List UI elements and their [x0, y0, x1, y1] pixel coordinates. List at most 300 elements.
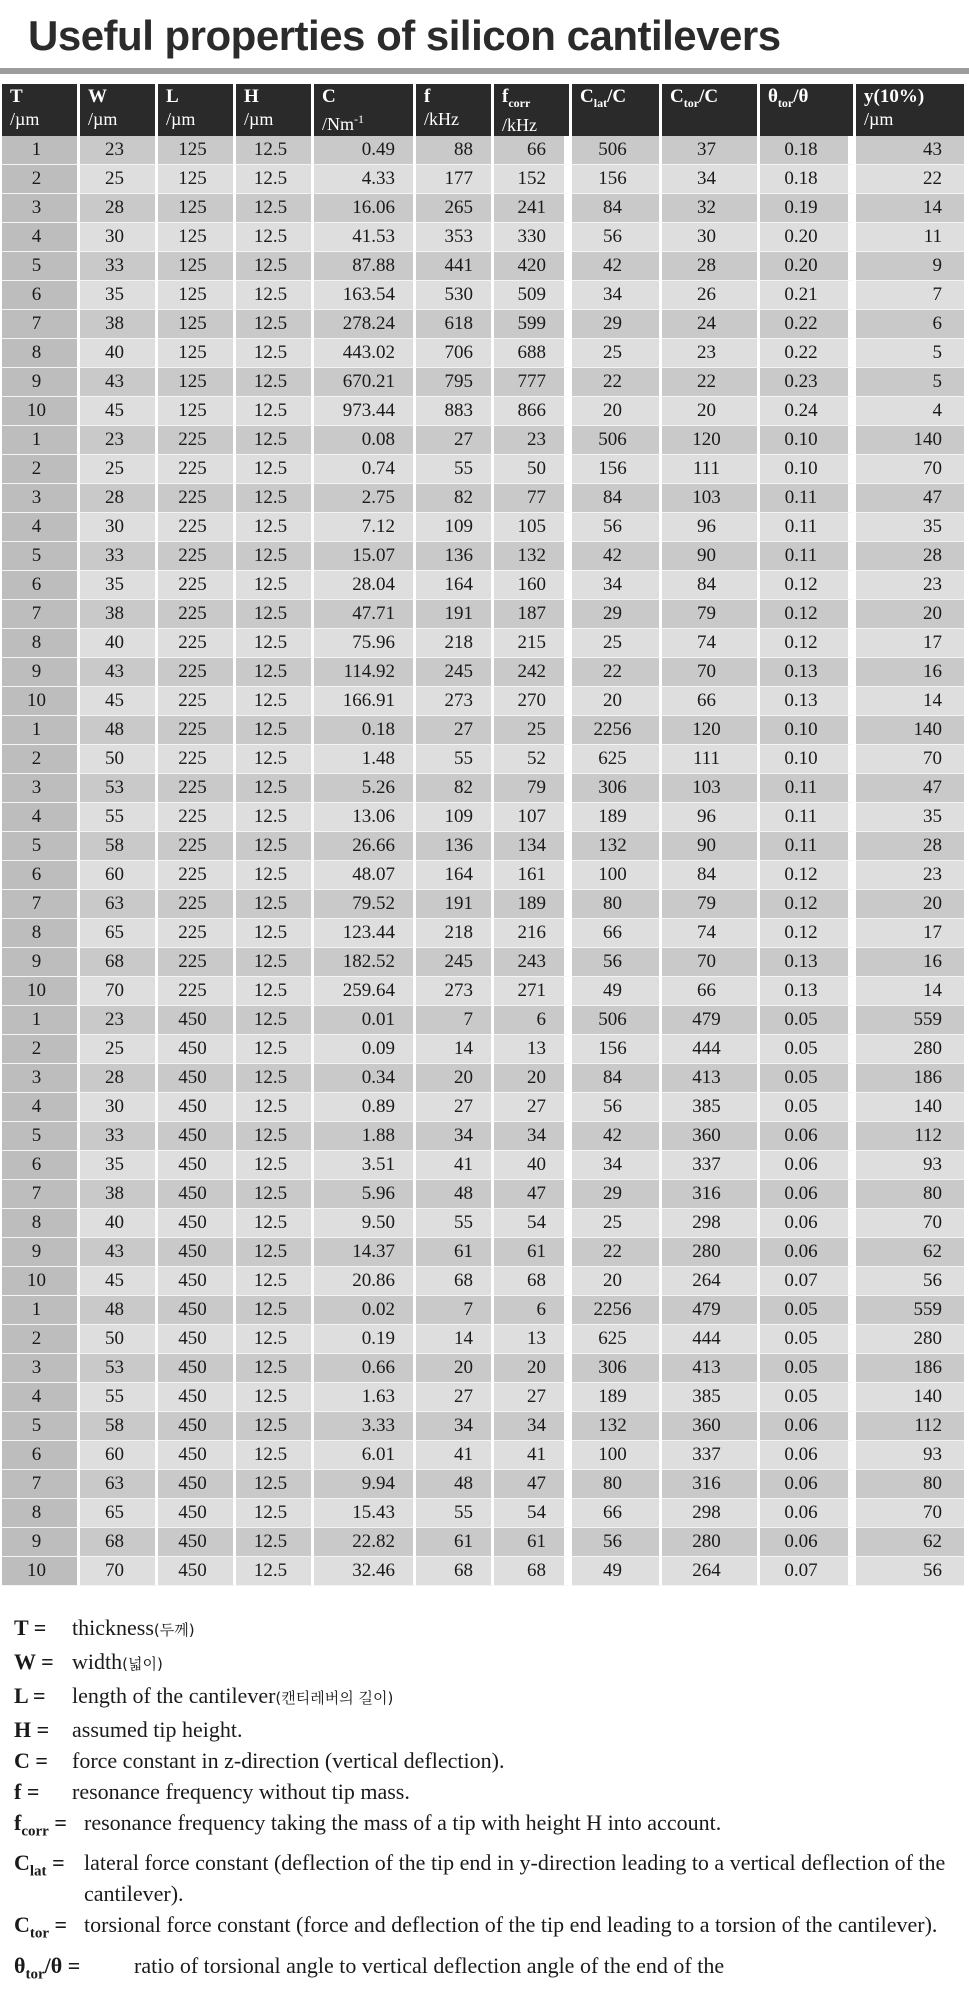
table-cell: 163.54: [314, 281, 416, 310]
table-cell: 40: [494, 1151, 572, 1180]
table-cell: 12.5: [236, 890, 314, 919]
table-cell: 12.5: [236, 1122, 314, 1151]
table-cell: 12.5: [236, 310, 314, 339]
table-cell: 55: [416, 745, 494, 774]
table-cell: 337: [662, 1441, 760, 1470]
table-cell: 22: [572, 1238, 662, 1267]
column-header-sub: corr: [508, 95, 531, 110]
table-cell: 32: [662, 194, 760, 223]
table-cell: 12.5: [236, 1180, 314, 1209]
table-cell: 559: [856, 1296, 964, 1325]
table-row: [2, 832, 964, 861]
table-cell: 160: [494, 571, 572, 600]
table-row: [2, 310, 964, 339]
table-row: [2, 948, 964, 977]
table-cell: 58: [80, 832, 158, 861]
table-cell: 450: [158, 1383, 236, 1412]
table-cell: 0.13: [760, 658, 856, 687]
table-cell: 450: [158, 1296, 236, 1325]
table-cell: 25: [494, 716, 572, 745]
table-cell: 245: [416, 948, 494, 977]
table-cell: 27: [416, 1093, 494, 1122]
legend-symbol: [14, 1646, 72, 1680]
table-cell: 3: [2, 774, 80, 803]
table-cell: 0.34: [314, 1064, 416, 1093]
column-header-name: f: [502, 86, 509, 107]
table-cell: 164: [416, 861, 494, 890]
table-cell: 77: [494, 484, 572, 513]
table-cell: 7: [2, 600, 80, 629]
table-cell: 28: [80, 194, 158, 223]
table-cell: 103: [662, 484, 760, 513]
table-cell: 225: [158, 600, 236, 629]
table-cell: 20: [494, 1064, 572, 1093]
column-header-unit: [166, 108, 229, 130]
table-cell: 96: [662, 803, 760, 832]
table-body: [2, 136, 964, 1586]
column-header-unit: [864, 108, 960, 130]
table-cell: 70: [856, 455, 964, 484]
table-cell: 68: [80, 1528, 158, 1557]
table-cell: 10: [2, 397, 80, 426]
table-cell: 40: [80, 629, 158, 658]
table-cell: 306: [572, 1354, 662, 1383]
column-header-name: W: [88, 86, 107, 107]
column-header: [760, 84, 856, 136]
table-cell: 12.5: [236, 977, 314, 1006]
table-cell: 22: [572, 368, 662, 397]
table-cell: 12.5: [236, 1064, 314, 1093]
table-cell: 795: [416, 368, 494, 397]
table-cell: 27: [494, 1093, 572, 1122]
table-cell: 55: [80, 1383, 158, 1412]
legend-item: [14, 1909, 969, 1949]
table-cell: 866: [494, 397, 572, 426]
column-header-name: θ: [768, 86, 778, 107]
table-cell: 27: [416, 716, 494, 745]
table-cell: 12.5: [236, 745, 314, 774]
table-cell: 27: [416, 426, 494, 455]
table-cell: 13.06: [314, 803, 416, 832]
legend-equals: =: [27, 1683, 46, 1708]
table-cell: 112: [856, 1122, 964, 1151]
table-cell: 450: [158, 1528, 236, 1557]
table-cell: 530: [416, 281, 494, 310]
table-cell: 0.18: [760, 136, 856, 165]
table-cell: 34: [494, 1122, 572, 1151]
table-cell: 61: [416, 1528, 494, 1557]
column-header-unit-text: /µm: [88, 109, 118, 129]
table-cell: 706: [416, 339, 494, 368]
table-cell: 56: [856, 1267, 964, 1296]
table-cell: 74: [662, 919, 760, 948]
table-cell: 20: [416, 1354, 494, 1383]
table-cell: 225: [158, 832, 236, 861]
legend-symbol-sub: tor: [25, 1966, 45, 1983]
legend-equals: =: [31, 1717, 50, 1742]
table-cell: 34: [416, 1122, 494, 1151]
table-cell: 12.5: [236, 136, 314, 165]
table-cell: 259.64: [314, 977, 416, 1006]
column-header-unit-text: /Nm: [322, 114, 355, 134]
page-title: Useful properties of silicon cantilevers: [28, 12, 781, 59]
table-cell: 17: [856, 919, 964, 948]
table-cell: 450: [158, 1325, 236, 1354]
table-cell: 298: [662, 1499, 760, 1528]
table-cell: 56: [856, 1557, 964, 1586]
table-row: [2, 1209, 964, 1238]
table-cell: 12.5: [236, 861, 314, 890]
legend-text: [72, 1680, 969, 1714]
table-cell: 60: [80, 1441, 158, 1470]
table-row: [2, 1151, 964, 1180]
table-cell: 9: [856, 252, 964, 281]
table-cell: 30: [80, 513, 158, 542]
table-cell: 12.5: [236, 281, 314, 310]
table-row: [2, 1035, 964, 1064]
table-cell: 100: [572, 1441, 662, 1470]
table-cell: 55: [416, 455, 494, 484]
table-cell: 225: [158, 658, 236, 687]
table-cell: 0.05: [760, 1383, 856, 1412]
legend-definition: thickness: [72, 1615, 154, 1640]
table-cell: 271: [494, 977, 572, 1006]
column-header-unit: [10, 108, 73, 130]
table-cell: 132: [572, 832, 662, 861]
table-cell: 75.96: [314, 629, 416, 658]
table-cell: 20: [572, 397, 662, 426]
table-cell: 7: [416, 1296, 494, 1325]
table-cell: 509: [494, 281, 572, 310]
table-cell: 12.5: [236, 803, 314, 832]
table-cell: 23: [662, 339, 760, 368]
table-cell: 28: [662, 252, 760, 281]
table-cell: 66: [494, 136, 572, 165]
table-cell: 79.52: [314, 890, 416, 919]
table-cell: 189: [572, 803, 662, 832]
table-cell: 125: [158, 368, 236, 397]
table-cell: 22: [662, 368, 760, 397]
column-header-name: T: [10, 86, 23, 107]
table-cell: 0.49: [314, 136, 416, 165]
table-cell: 107: [494, 803, 572, 832]
table-cell: 23: [856, 861, 964, 890]
table-cell: 40: [80, 339, 158, 368]
table-row: [2, 600, 964, 629]
table-cell: 47: [494, 1470, 572, 1499]
table-cell: 80: [572, 890, 662, 919]
table-cell: 43: [856, 136, 964, 165]
column-header-ratio: /C: [699, 86, 719, 107]
table-cell: 450: [158, 1122, 236, 1151]
column-header: [494, 84, 572, 136]
table-cell: 80: [856, 1470, 964, 1499]
table-cell: 30: [80, 223, 158, 252]
table-cell: 7: [856, 281, 964, 310]
legend-symbol: [14, 1612, 72, 1646]
table-cell: 225: [158, 948, 236, 977]
table-cell: 9: [2, 1238, 80, 1267]
legend-symbol-main: f: [14, 1779, 22, 1804]
table-cell: 444: [662, 1325, 760, 1354]
table-cell: 443.02: [314, 339, 416, 368]
table-cell: 0.13: [760, 977, 856, 1006]
table-cell: 0.05: [760, 1093, 856, 1122]
legend-symbol: [14, 1680, 72, 1714]
table-cell: 2: [2, 745, 80, 774]
table-row: [2, 252, 964, 281]
column-header-name: C: [580, 86, 594, 107]
table-row: [2, 1470, 964, 1499]
table-cell: 12.5: [236, 542, 314, 571]
table-cell: 112: [856, 1412, 964, 1441]
table-cell: 7: [2, 1470, 80, 1499]
table-cell: 132: [494, 542, 572, 571]
table-cell: 5: [2, 542, 80, 571]
table-cell: 68: [416, 1267, 494, 1296]
table-cell: 241: [494, 194, 572, 223]
table-cell: 0.12: [760, 571, 856, 600]
table-cell: 12.5: [236, 1354, 314, 1383]
table-cell: 54: [494, 1209, 572, 1238]
table-cell: 3.33: [314, 1412, 416, 1441]
table-cell: 450: [158, 1354, 236, 1383]
table-cell: 0.06: [760, 1209, 856, 1238]
table-cell: 125: [158, 310, 236, 339]
legend-symbol-main: f: [14, 1810, 22, 1835]
table-cell: 8: [2, 339, 80, 368]
table-row: [2, 368, 964, 397]
column-header: [856, 84, 964, 136]
table-cell: 450: [158, 1093, 236, 1122]
table-cell: 56: [572, 223, 662, 252]
table-cell: 450: [158, 1006, 236, 1035]
table-cell: 125: [158, 281, 236, 310]
table-cell: 28: [856, 832, 964, 861]
table-cell: 6: [2, 571, 80, 600]
table-cell: 1: [2, 426, 80, 455]
legend-symbol-main: θ: [14, 1952, 26, 1978]
column-header-unit-text: /µm: [864, 109, 894, 129]
table-cell: 3: [2, 194, 80, 223]
table-cell: 625: [572, 745, 662, 774]
table-row: [2, 1006, 964, 1035]
table-cell: 0.21: [760, 281, 856, 310]
table-cell: 777: [494, 368, 572, 397]
table-cell: 264: [662, 1557, 760, 1586]
table-cell: 12.5: [236, 223, 314, 252]
table-cell: 84: [572, 1064, 662, 1093]
legend-definition: length of the cantilever: [72, 1683, 276, 1708]
table-row: [2, 339, 964, 368]
table-cell: 10: [2, 1267, 80, 1296]
table-cell: 105: [494, 513, 572, 542]
table-cell: 337: [662, 1151, 760, 1180]
table-cell: 90: [662, 832, 760, 861]
table-cell: 12.5: [236, 455, 314, 484]
table-row: [2, 1528, 964, 1557]
table-cell: 166.91: [314, 687, 416, 716]
table-cell: 0.66: [314, 1354, 416, 1383]
table-cell: 43: [80, 368, 158, 397]
table-cell: 65: [80, 1499, 158, 1528]
table-cell: 61: [416, 1238, 494, 1267]
table-cell: 0.12: [760, 919, 856, 948]
table-row: [2, 1180, 964, 1209]
table-cell: 56: [572, 948, 662, 977]
table-cell: 225: [158, 484, 236, 513]
legend-equals: =: [29, 1748, 48, 1773]
table-row: [2, 1383, 964, 1412]
table-cell: 1.88: [314, 1122, 416, 1151]
table-cell: 506: [572, 426, 662, 455]
legend-item: [14, 1745, 969, 1776]
column-header-ratio: /θ: [793, 86, 809, 107]
legend-definition: torsional force constant (force and deflection of the tip end leading to a torsion of the cantilever).: [84, 1912, 938, 1938]
table-cell: 0.11: [760, 832, 856, 861]
column-header-name: C: [670, 86, 684, 107]
properties-sheet: [0, 84, 969, 1586]
legend-equals: =: [35, 1649, 54, 1674]
column-header: [314, 84, 416, 136]
table-cell: 55: [80, 803, 158, 832]
table-cell: 6: [2, 1151, 80, 1180]
table-cell: 9.50: [314, 1209, 416, 1238]
table-cell: 450: [158, 1238, 236, 1267]
table-cell: 225: [158, 977, 236, 1006]
legend-item: [14, 1950, 969, 1990]
table-row: [2, 861, 964, 890]
legend-definition: force constant in z-direction (vertical deflection).: [72, 1748, 505, 1773]
table-cell: 0.74: [314, 455, 416, 484]
table-cell: 28: [80, 1064, 158, 1093]
table-cell: 35: [856, 513, 964, 542]
table-cell: 30: [662, 223, 760, 252]
table-cell: 12.5: [236, 1441, 314, 1470]
column-header: [236, 84, 314, 136]
table-cell: 0.22: [760, 339, 856, 368]
legend-item: [14, 1680, 969, 1714]
table-cell: 186: [856, 1354, 964, 1383]
table-cell: 125: [158, 136, 236, 165]
table-cell: 225: [158, 716, 236, 745]
table-cell: 123.44: [314, 919, 416, 948]
table-cell: 670.21: [314, 368, 416, 397]
table-cell: 0.19: [314, 1325, 416, 1354]
legend-symbol: [14, 1950, 134, 1990]
legend-item: [14, 1714, 969, 1745]
table-cell: 140: [856, 426, 964, 455]
table-cell: 20: [856, 600, 964, 629]
table-cell: 25: [80, 1035, 158, 1064]
table-cell: 25: [80, 165, 158, 194]
table-cell: 23: [856, 571, 964, 600]
table-cell: 66: [572, 1499, 662, 1528]
table-cell: 37: [662, 136, 760, 165]
table-cell: 245: [416, 658, 494, 687]
legend-text: [72, 1745, 969, 1776]
table-cell: 35: [80, 571, 158, 600]
table-cell: 0.12: [760, 861, 856, 890]
table-row: [2, 223, 964, 252]
table-cell: 559: [856, 1006, 964, 1035]
legend-symbol-sub: lat: [29, 1863, 47, 1880]
table-cell: 450: [158, 1035, 236, 1064]
table-row: [2, 977, 964, 1006]
table-cell: 156: [572, 165, 662, 194]
table-cell: 225: [158, 745, 236, 774]
table-cell: 9: [2, 368, 80, 397]
table-cell: 0.06: [760, 1470, 856, 1499]
table-cell: 5.96: [314, 1180, 416, 1209]
table-cell: 12.5: [236, 1093, 314, 1122]
table-cell: 3: [2, 1354, 80, 1383]
table-header-row: [2, 84, 964, 136]
table-cell: 0.06: [760, 1151, 856, 1180]
table-cell: 225: [158, 455, 236, 484]
table-cell: 14: [856, 687, 964, 716]
table-cell: 6: [2, 861, 80, 890]
table-row: [2, 745, 964, 774]
table-cell: 103: [662, 774, 760, 803]
table-row: [2, 1238, 964, 1267]
table-cell: 12.5: [236, 629, 314, 658]
legend-symbol-main: C: [14, 1850, 30, 1876]
table-cell: 450: [158, 1209, 236, 1238]
table-cell: 0.18: [314, 716, 416, 745]
table-cell: 23: [80, 426, 158, 455]
table-cell: 42: [572, 252, 662, 281]
table-cell: 450: [158, 1441, 236, 1470]
table-cell: 12.5: [236, 1528, 314, 1557]
table-cell: 125: [158, 339, 236, 368]
table-cell: 109: [416, 513, 494, 542]
table-cell: 8: [2, 1209, 80, 1238]
legend-symbol: [14, 1807, 84, 1847]
legend-text: [72, 1776, 969, 1807]
table-cell: 25: [572, 629, 662, 658]
column-header-name: L: [166, 86, 179, 107]
table-cell: 5: [2, 1122, 80, 1151]
table-cell: 136: [416, 832, 494, 861]
table-cell: 0.19: [760, 194, 856, 223]
table-cell: 2: [2, 165, 80, 194]
table-row: [2, 136, 964, 165]
table-cell: 0.06: [760, 1441, 856, 1470]
table-cell: 688: [494, 339, 572, 368]
table-cell: 84: [572, 484, 662, 513]
table-cell: 24: [662, 310, 760, 339]
legend-text: [72, 1714, 969, 1745]
table-cell: 0.13: [760, 687, 856, 716]
legend-item: [14, 1612, 969, 1646]
table-cell: 225: [158, 803, 236, 832]
table-cell: 20: [572, 1267, 662, 1296]
table-cell: 479: [662, 1296, 760, 1325]
table-cell: 225: [158, 571, 236, 600]
table-row: [2, 629, 964, 658]
table-cell: 32.46: [314, 1557, 416, 1586]
table-row: [2, 542, 964, 571]
table-cell: 27: [416, 1383, 494, 1412]
legend-definition: assumed tip height.: [72, 1717, 243, 1742]
column-header-name: f: [424, 86, 431, 107]
table-cell: 50: [80, 1325, 158, 1354]
table-cell: 0.05: [760, 1006, 856, 1035]
table-cell: 12.5: [236, 1267, 314, 1296]
column-header-name: C: [322, 86, 336, 107]
table-cell: 41.53: [314, 223, 416, 252]
